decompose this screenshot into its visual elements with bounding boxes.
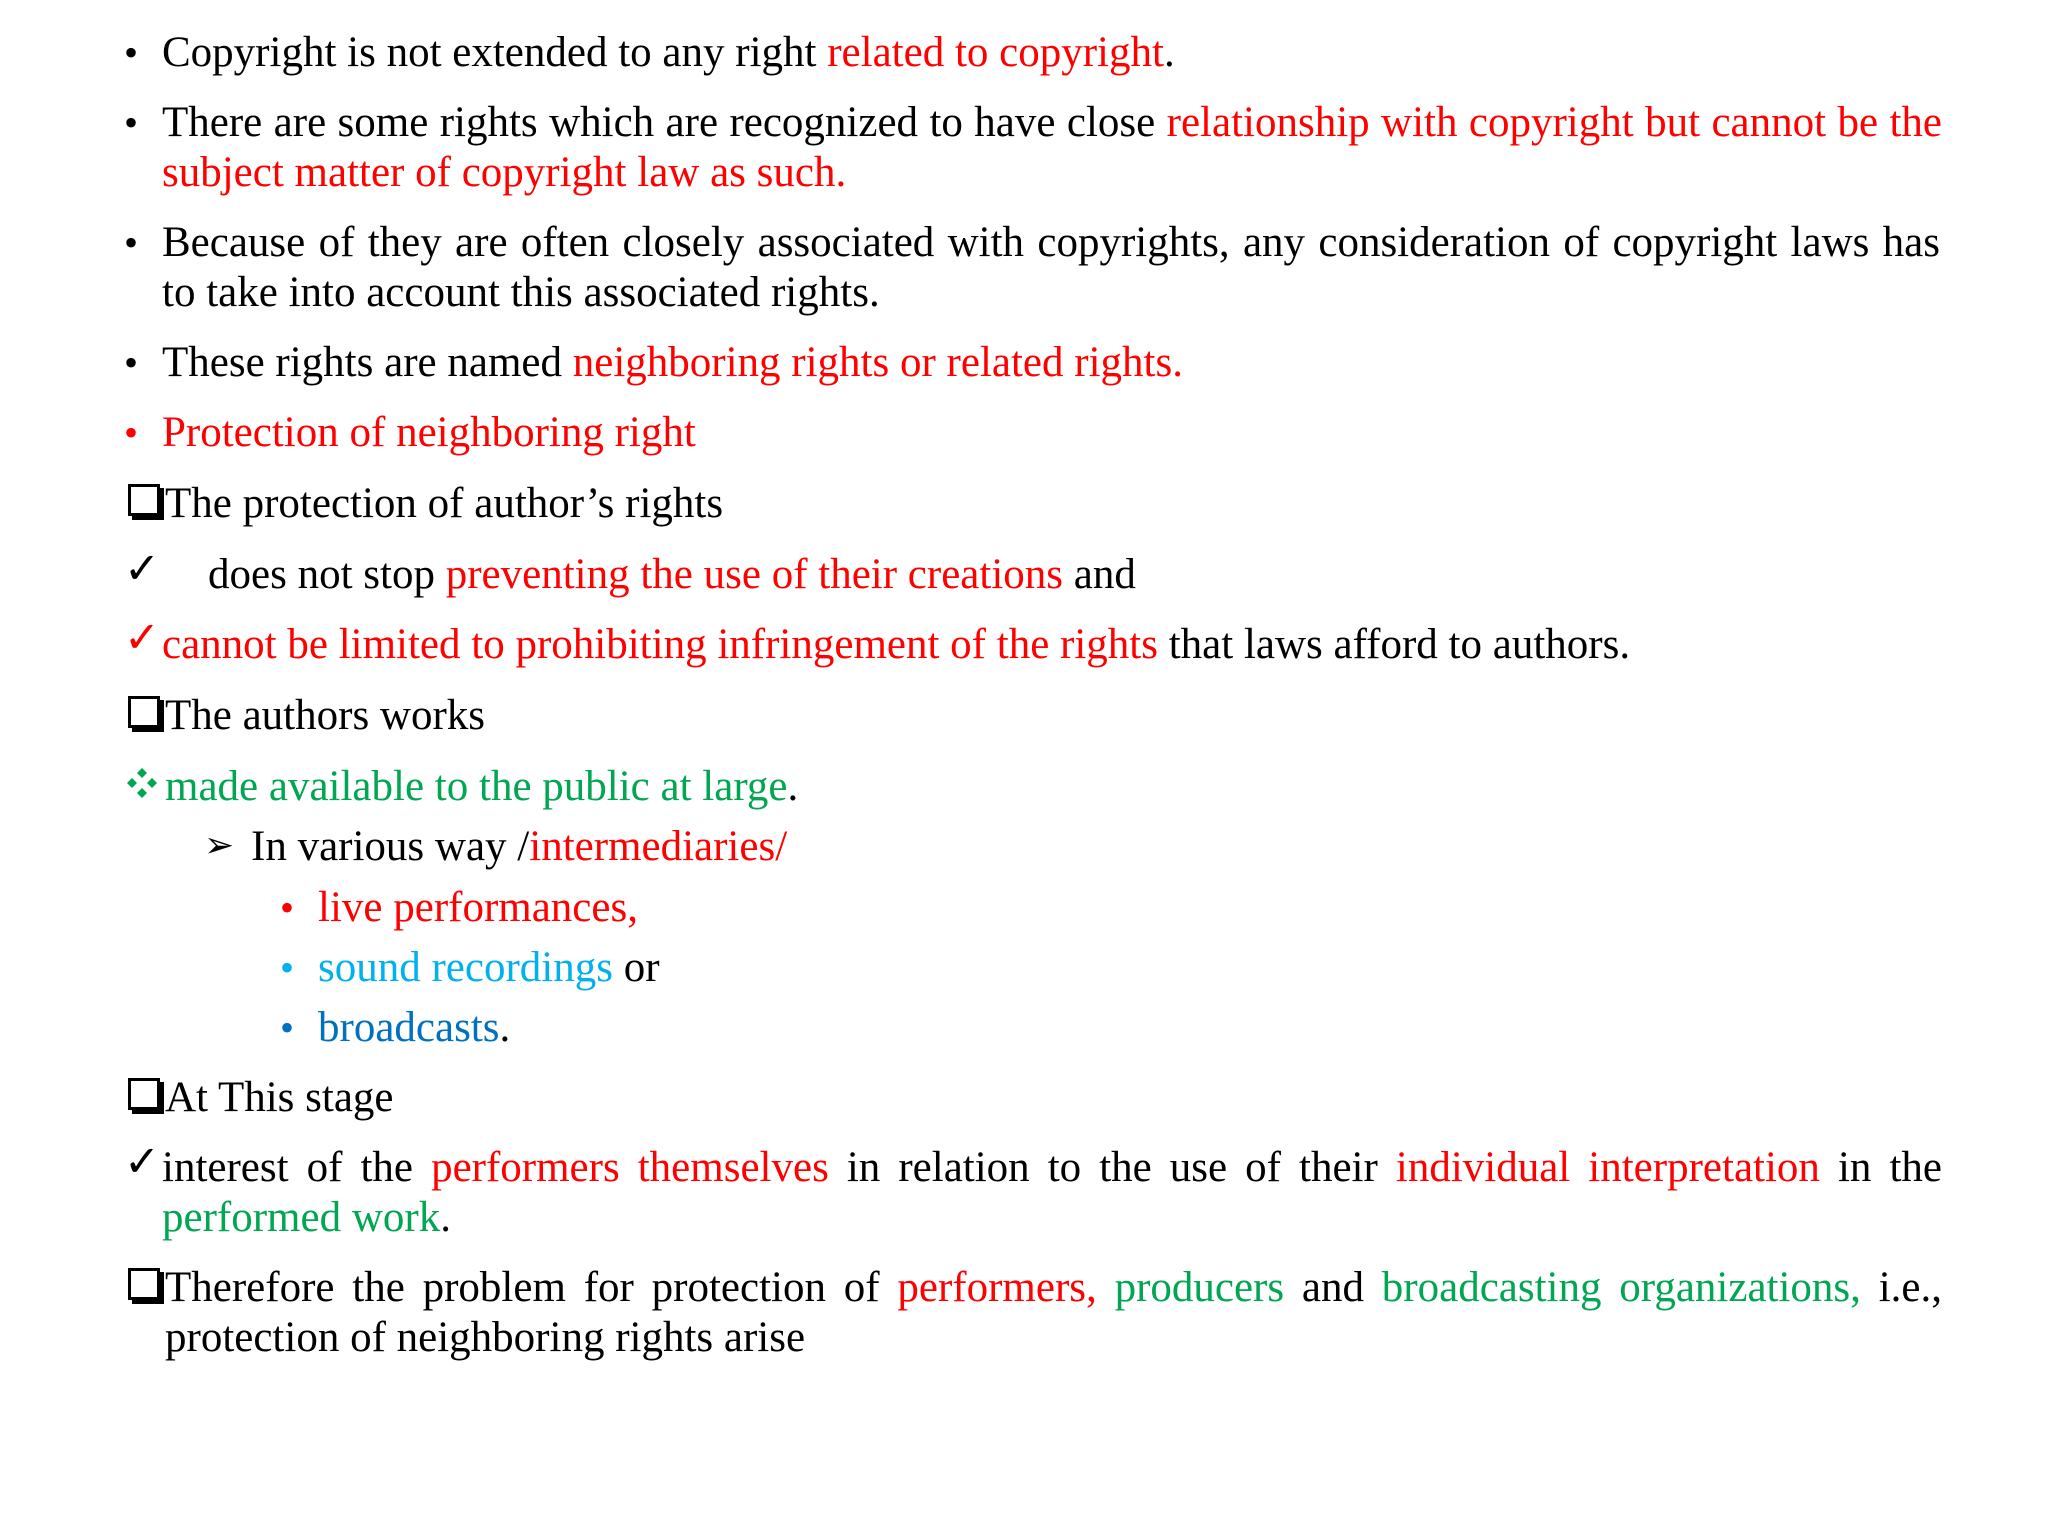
checkbox-icon: [128, 696, 160, 728]
q2-text: [165, 691, 485, 741]
text-run: The protection of author’s rights: [165, 480, 724, 527]
c1-text: [208, 550, 1136, 600]
sub-3-text: [318, 1003, 510, 1053]
text-run-red: individual interpretation: [1395, 1144, 1820, 1191]
bullet-dot: •: [124, 30, 139, 75]
text-run: .: [440, 1194, 451, 1241]
checkbox-icon: [128, 1078, 160, 1110]
bullet-dot: •: [280, 945, 295, 990]
text-run: and: [1284, 1264, 1382, 1311]
text-run-green: producers: [1114, 1264, 1285, 1311]
text-run-green: broadcasting organizations,: [1381, 1264, 1861, 1311]
bullet-dot: •: [280, 1005, 295, 1050]
bullet-2-text: [162, 98, 1942, 198]
d1-text: [165, 762, 798, 812]
text-run: These rights are named: [162, 339, 573, 386]
text-run: Copyright is not extended to any right: [162, 29, 828, 76]
text-run: in relation to the use of their: [828, 1144, 1396, 1191]
text-run: and: [1063, 551, 1136, 598]
text-run-green: performed work: [162, 1194, 441, 1241]
checkbox-icon: [128, 484, 160, 516]
text-run-red: Protection of neighboring right: [162, 409, 696, 456]
text-run-red: relationship with copyright but cannot be the subject matter of copyright law as such.: [162, 99, 1942, 196]
text-run: in the: [1819, 1144, 1942, 1191]
text-run: [1097, 1264, 1115, 1311]
text-run-red: intermediaries/: [529, 823, 788, 870]
q4-text: [165, 1263, 1942, 1363]
text-run: interest of the: [162, 1144, 432, 1191]
bullet-dot: •: [124, 220, 139, 265]
text-run: .: [499, 1004, 511, 1051]
text-run-green: made available to the public at large: [165, 763, 788, 810]
text-run-red: cannot be limited to prohibiting infringement of the rights: [162, 621, 1158, 668]
a1-text: [251, 822, 787, 872]
diamond-bullet-icon: [125, 766, 159, 800]
checkmark-icon: ✓: [124, 546, 161, 593]
text-run-red: related to copyright: [827, 29, 1164, 76]
bullet-3-text: [162, 218, 1940, 318]
bullet-dot: •: [124, 340, 139, 385]
bullet-1-text: [162, 28, 1175, 78]
text-run-blue: broadcasts: [318, 1004, 500, 1051]
c3-text: [162, 1143, 1942, 1243]
text-run-red: neighboring rights or related rights.: [572, 339, 1183, 386]
text-run: At This stage: [165, 1074, 394, 1121]
text-run: Because of they are often closely associated with copyrights, any consideration of copyright laws has to take into account this associated rights.: [162, 219, 1940, 316]
bullet-dot: •: [280, 885, 295, 930]
text-run: There are some rights which are recognized to have close: [162, 99, 1167, 146]
text-run: In various way /: [251, 823, 530, 870]
text-run-lightblue: sound recordings: [318, 944, 613, 991]
text-run: .: [787, 763, 799, 810]
text-run-red: live performances,: [318, 884, 638, 931]
text-run: or: [612, 944, 660, 991]
bullet-5-text: [162, 408, 696, 458]
checkmark-icon: ✓: [124, 1139, 161, 1186]
checkmark-icon: ✓: [124, 615, 161, 662]
c2-text: [162, 620, 1630, 670]
text-run-red: performers themselves: [431, 1144, 829, 1191]
sub-1-text: [318, 883, 638, 933]
checkbox-icon: [128, 1268, 160, 1300]
bullet-dot: •: [124, 410, 139, 455]
bullet-4-text: [162, 338, 1183, 388]
text-run: does not stop: [208, 551, 446, 598]
text-run: that laws afford to authors.: [1157, 621, 1631, 668]
q3-text: [165, 1073, 394, 1123]
q1-text: [165, 479, 723, 529]
text-run: The authors works: [165, 692, 486, 739]
text-run: .: [1163, 29, 1175, 76]
text-run-red: preventing the use of their creations: [445, 551, 1064, 598]
text-run-red: performers,: [897, 1264, 1097, 1311]
bullet-dot: •: [124, 100, 139, 145]
sub-2-text: [318, 943, 660, 993]
text-run: i.e., protection of neighboring rights arise: [165, 1264, 1942, 1361]
arrow-bullet-icon: ➢: [204, 825, 235, 865]
text-run: Therefore the problem for protection of: [165, 1264, 898, 1311]
